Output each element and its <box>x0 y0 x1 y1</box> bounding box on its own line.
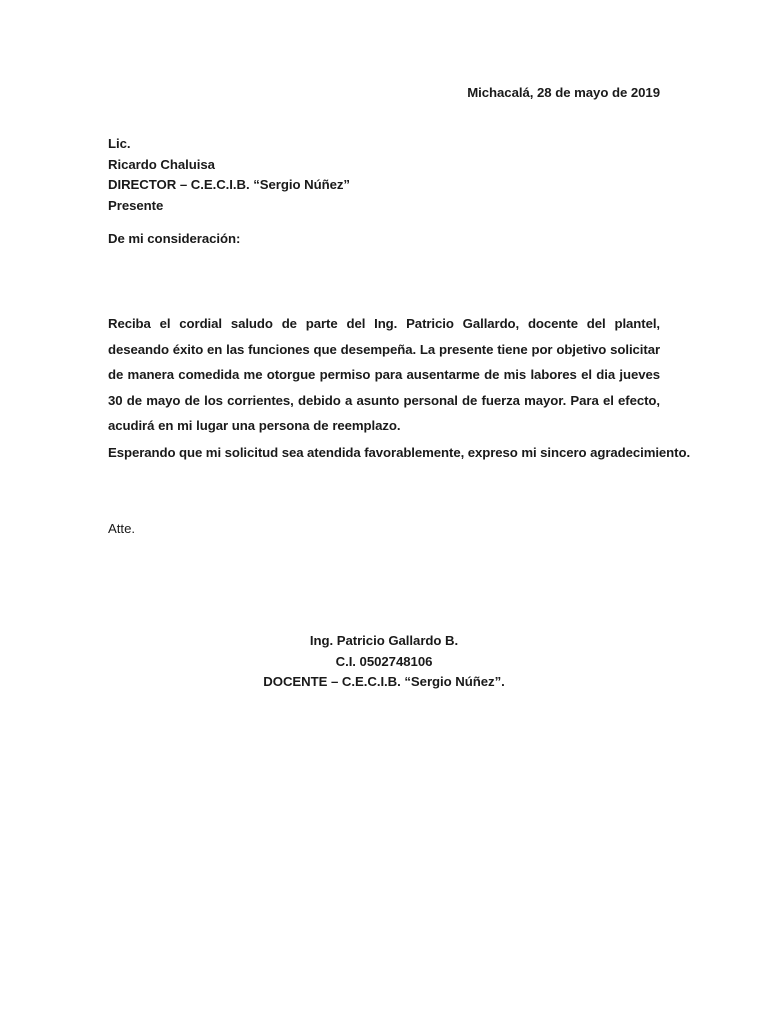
signatory-role: DOCENTE – C.E.C.I.B. “Sergio Núñez”. <box>263 674 505 689</box>
salutation-line: De mi consideración: <box>108 231 241 246</box>
closing-paragraph: Esperando que mi solicitud sea atendida favorablemente, expreso mi sincero agradecimiento. <box>108 445 691 460</box>
addressee-block <box>108 134 660 216</box>
body-paragraph: Reciba el cordial saludo de parte del Ing. Patricio Gallardo, docente del plantel, deseando éxito en las funciones que desempeña. La presente tiene por objetivo solicitar de manera comedida me otorgue permiso para ausentarme de mis labores el dia jueves 30 de mayo de los corrientes, debido a asunto personal de fuerza mayor. Para el efecto, acudirá en mi lugar una persona de reemplazo. <box>108 316 660 433</box>
addressee-title: Lic. <box>108 136 131 151</box>
sign-off-line: Atte. <box>108 521 136 536</box>
signatory-id-number: C.I. 0502748106 <box>335 653 433 669</box>
signatory-name: Ing. Patricio Gallardo B. <box>309 633 459 648</box>
addressee-position: DIRECTOR – C.E.C.I.B. “Sergio Núñez” <box>108 177 350 192</box>
signature-block <box>108 631 660 693</box>
addressee-delivery: Presente <box>108 197 164 213</box>
addressee-name: Ricardo Chaluisa <box>108 156 215 172</box>
date-line: Michacalá, 28 de mayo de 2019 <box>467 85 660 100</box>
